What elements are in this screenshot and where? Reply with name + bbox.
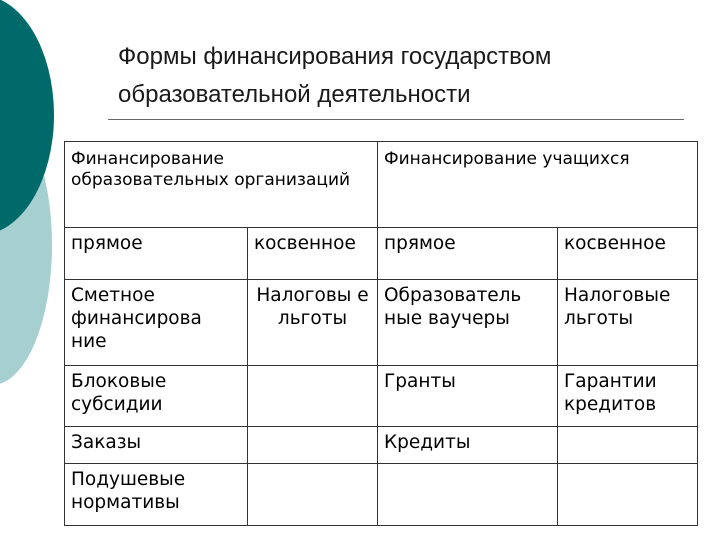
slide-title-line-1: Формы финансирования государством	[118, 43, 552, 70]
table-row	[65, 427, 698, 464]
table-header-row	[65, 142, 698, 228]
subheader-org-indirect: косвенное	[248, 228, 378, 280]
cell-student-indirect	[558, 427, 698, 464]
cell-org-direct: Заказы	[65, 427, 248, 464]
cell-org-indirect: Налоговы е льготы	[248, 280, 378, 366]
slide-title-line-2: образовательной деятельности	[118, 81, 471, 108]
cell-student-indirect: Налоговые льготы	[558, 280, 698, 366]
cell-student-direct: Образователь ные ваучеры	[378, 280, 558, 366]
cell-org-indirect	[248, 464, 378, 526]
cell-org-indirect	[248, 427, 378, 464]
table-row	[65, 280, 698, 366]
cell-student-direct: Гранты	[378, 366, 558, 427]
cell-student-direct: Кредиты	[378, 427, 558, 464]
slide-title	[118, 38, 698, 114]
subheader-student-indirect: косвенное	[558, 228, 698, 280]
subheader-student-direct: прямое	[378, 228, 558, 280]
table-subheader-row	[65, 228, 698, 280]
cell-student-direct	[378, 464, 558, 526]
table-row	[65, 464, 698, 526]
title-divider	[108, 119, 684, 120]
cell-org-direct: Блоковые субсидии	[65, 366, 248, 427]
cell-org-direct: Сметное финансирова ние	[65, 280, 248, 366]
funding-forms-table	[64, 141, 698, 526]
slide-decoration	[0, 0, 70, 540]
cell-org-indirect	[248, 366, 378, 427]
subheader-org-direct: прямое	[65, 228, 248, 280]
table-row	[65, 366, 698, 427]
cell-student-indirect: Гарантии кредитов	[558, 366, 698, 427]
header-org-funding: Финансирование образовательных организаций	[65, 142, 378, 228]
header-student-funding: Финансирование учащихся	[378, 142, 698, 228]
cell-student-indirect	[558, 464, 698, 526]
cell-org-direct: Подушевые нормативы	[65, 464, 248, 526]
